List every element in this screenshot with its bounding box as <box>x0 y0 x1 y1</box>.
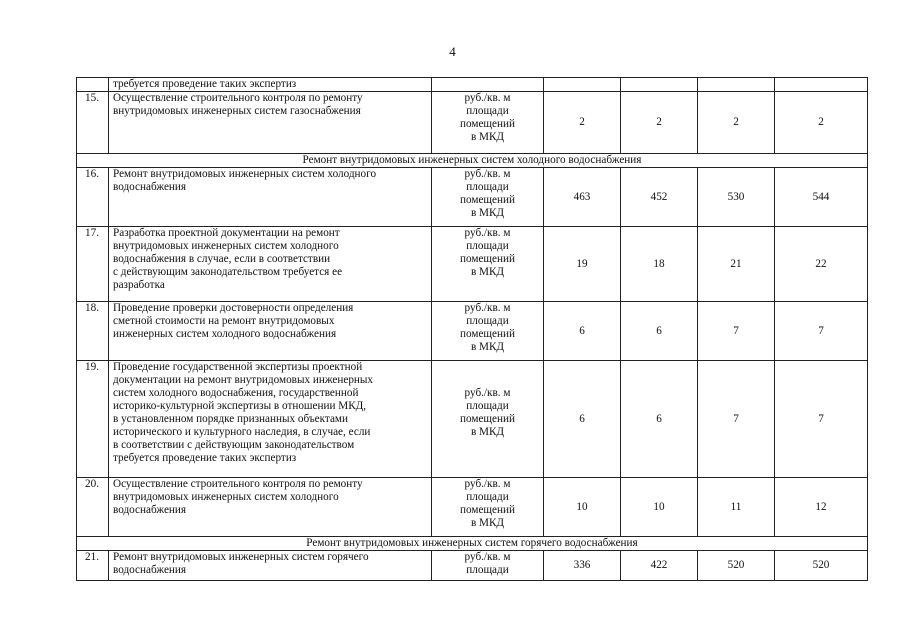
description-line: водоснабжения <box>113 504 187 516</box>
tariff-table <box>76 77 868 581</box>
description-line: внутридомовых инженерных систем холодного <box>113 240 339 252</box>
table-row <box>77 302 868 361</box>
description-cell <box>109 302 432 361</box>
description-cell <box>109 478 432 537</box>
description-line: историко-культурной экспертизы в отношении МКД, <box>113 400 367 412</box>
unit-line: в МКД <box>470 131 505 143</box>
value-cell: 6 <box>544 361 621 478</box>
unit-cell <box>432 478 544 537</box>
unit-line: площади <box>466 240 509 252</box>
description-cell <box>109 92 432 154</box>
description-line: с действующим законодательством требуется ее <box>113 266 343 278</box>
value-cell <box>775 78 868 92</box>
section-row <box>77 154 868 168</box>
value-cell: 520 <box>698 551 775 581</box>
unit-line: помещений <box>460 118 515 130</box>
row-number-cell: 17. <box>77 227 109 302</box>
value-cell: 530 <box>698 168 775 227</box>
description-line: внутридомовых инженерных систем газоснабжения <box>113 105 361 117</box>
value-cell: 7 <box>775 302 868 361</box>
description-cell <box>109 551 432 581</box>
value-cell: 544 <box>775 168 868 227</box>
description-line: внутридомовых инженерных систем холодного <box>113 491 339 503</box>
value-cell: 10 <box>544 478 621 537</box>
unit-cell <box>432 361 544 478</box>
unit-cell <box>432 551 544 581</box>
unit-line: помещений <box>460 504 515 516</box>
section-title: Ремонт внутридомовых инженерных систем горячего водоснабжения <box>77 537 868 551</box>
unit-cell <box>432 302 544 361</box>
unit-line: руб./кв. м <box>464 387 511 399</box>
unit-line: в МКД <box>470 266 505 278</box>
value-cell: 2 <box>621 92 698 154</box>
table-body <box>77 78 868 581</box>
unit-line: площади <box>466 181 509 193</box>
unit-cell <box>432 227 544 302</box>
unit-line: площади <box>466 564 509 576</box>
value-cell: 7 <box>775 361 868 478</box>
unit-line: в МКД <box>470 517 505 529</box>
unit-cell <box>432 92 544 154</box>
value-cell: 11 <box>698 478 775 537</box>
value-cell: 22 <box>775 227 868 302</box>
description-line: Ремонт внутридомовых инженерных систем холодного <box>113 168 377 180</box>
table-row <box>77 361 868 478</box>
value-cell: 452 <box>621 168 698 227</box>
unit-line: руб./кв. м <box>464 168 511 180</box>
unit-line: площади <box>466 400 509 412</box>
table-row <box>77 168 868 227</box>
unit-line: руб./кв. м <box>464 227 511 239</box>
value-cell: 2 <box>544 92 621 154</box>
description-line: Ремонт внутридомовых инженерных систем горячего <box>113 551 369 563</box>
value-cell <box>621 78 698 92</box>
row-number-cell: 15. <box>77 92 109 154</box>
value-cell: 7 <box>698 302 775 361</box>
unit-line: помещений <box>460 413 515 425</box>
description-line: водоснабжения <box>113 181 187 193</box>
value-cell: 6 <box>544 302 621 361</box>
description-cell <box>109 227 432 302</box>
description-line: в соответствии с действующим законодательством <box>113 439 355 451</box>
value-cell: 12 <box>775 478 868 537</box>
description-line: систем холодного водоснабжения, государственной <box>113 387 359 399</box>
section-row <box>77 537 868 551</box>
unit-line: в МКД <box>470 341 505 353</box>
section-title: Ремонт внутридомовых инженерных систем холодного водоснабжения <box>77 154 868 168</box>
value-cell: 2 <box>775 92 868 154</box>
unit-line: руб./кв. м <box>464 92 511 104</box>
value-cell: 18 <box>621 227 698 302</box>
description-line: Осуществление строительного контроля по ремонту <box>113 92 363 104</box>
description-cell: требуется проведение таких экспертиз <box>109 78 432 92</box>
value-cell: 2 <box>698 92 775 154</box>
value-cell: 336 <box>544 551 621 581</box>
table-row <box>77 92 868 154</box>
unit-line: руб./кв. м <box>464 302 511 314</box>
row-number-cell: 19. <box>77 361 109 478</box>
description-line: сметной стоимости на ремонт внутридомовых <box>113 315 335 327</box>
unit-line: площади <box>466 315 509 327</box>
description-line: Проведение проверки достоверности определения <box>113 302 354 314</box>
value-cell: 7 <box>698 361 775 478</box>
table-row <box>77 78 868 92</box>
unit-line: помещений <box>460 253 515 265</box>
unit-line: площади <box>466 491 509 503</box>
unit-line: площади <box>466 105 509 117</box>
description-line: Разработка проектной документации на ремонт <box>113 227 340 239</box>
description-line: требуется проведение таких экспертиз <box>113 452 297 464</box>
value-cell: 463 <box>544 168 621 227</box>
value-cell <box>698 78 775 92</box>
row-number-cell: 21. <box>77 551 109 581</box>
unit-cell <box>432 168 544 227</box>
unit-line: помещений <box>460 194 515 206</box>
row-number-cell: 20. <box>77 478 109 537</box>
description-cell <box>109 361 432 478</box>
value-cell: 21 <box>698 227 775 302</box>
page-number: 4 <box>449 44 456 59</box>
unit-cell <box>432 78 544 92</box>
table-row <box>77 478 868 537</box>
value-cell <box>544 78 621 92</box>
description-line: водоснабжения в случае, если в соответствии <box>113 253 331 265</box>
description-line: инженерных систем холодного водоснабжения <box>113 328 337 340</box>
description-line: исторического и культурного наследия, в случае, если <box>113 426 371 438</box>
description-cell <box>109 168 432 227</box>
value-cell: 6 <box>621 302 698 361</box>
unit-line: руб./кв. м <box>464 478 511 490</box>
row-number-cell: 16. <box>77 168 109 227</box>
value-cell: 10 <box>621 478 698 537</box>
description-line: Проведение государственной экспертизы проектной <box>113 361 363 373</box>
description-line: разработка <box>113 279 165 291</box>
value-cell: 422 <box>621 551 698 581</box>
value-cell: 520 <box>775 551 868 581</box>
table-row <box>77 551 868 581</box>
value-cell: 19 <box>544 227 621 302</box>
description-line: Осуществление строительного контроля по ремонту <box>113 478 363 490</box>
unit-line <box>434 374 541 387</box>
unit-line: в МКД <box>470 207 505 219</box>
row-number-cell: 18. <box>77 302 109 361</box>
row-number-cell <box>77 78 109 92</box>
description-line: водоснабжения <box>113 564 187 576</box>
value-cell: 6 <box>621 361 698 478</box>
unit-line: в МКД <box>470 426 505 438</box>
unit-line: помещений <box>460 328 515 340</box>
unit-line: руб./кв. м <box>464 551 511 563</box>
description-line: документации на ремонт внутридомовых инженерных <box>113 374 374 386</box>
table-row <box>77 227 868 302</box>
description-line: в установленном порядке признанных объектами <box>113 413 348 425</box>
unit-line <box>434 361 541 374</box>
